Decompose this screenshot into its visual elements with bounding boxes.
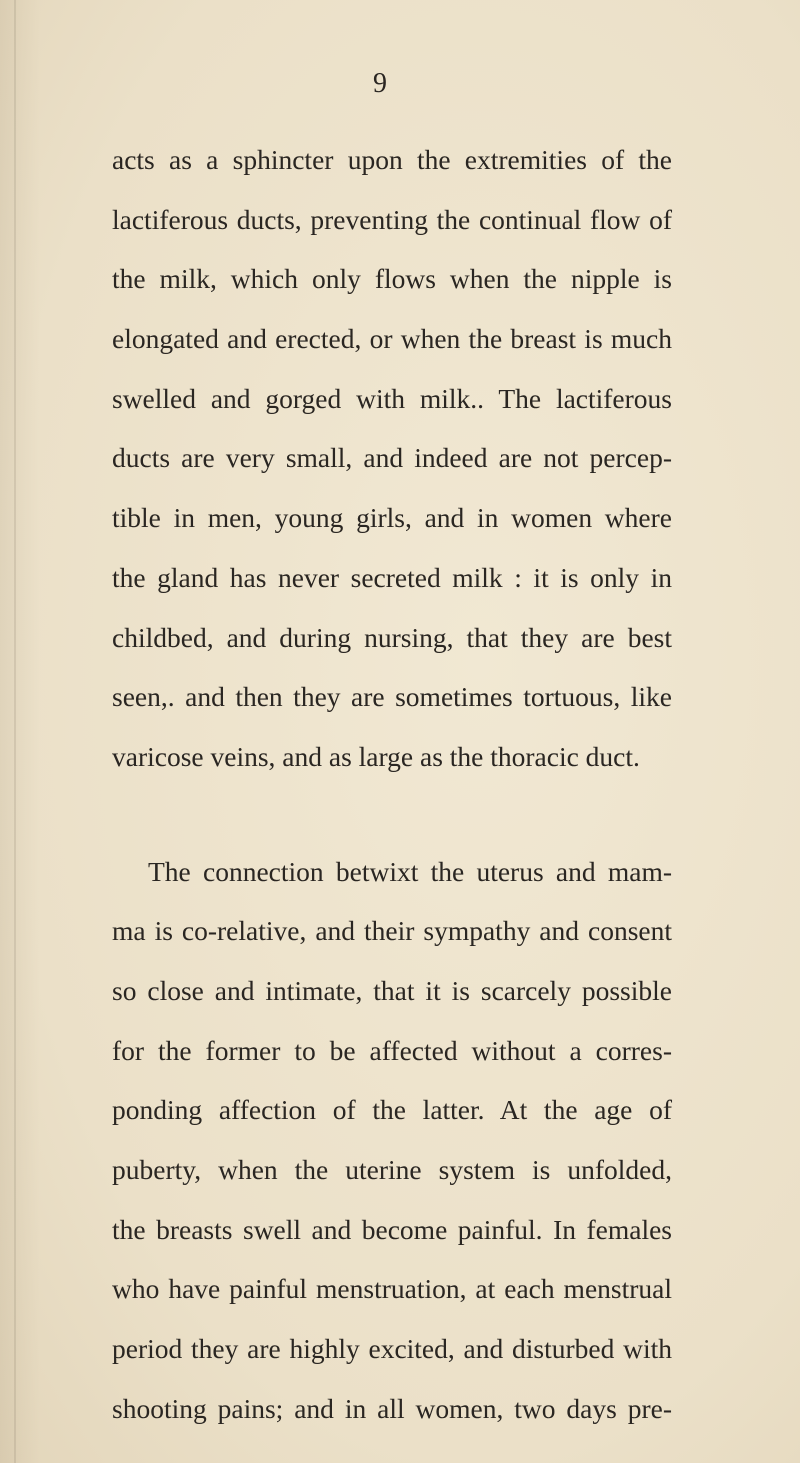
text-line: The connection betwixt the uterus and mam- bbox=[148, 855, 672, 887]
text-line: seen,. and then they are sometimes tortuous, like bbox=[112, 681, 672, 713]
text-line: elongated and erected, or when the breast is much bbox=[112, 323, 672, 355]
binding-shadow bbox=[14, 0, 16, 1463]
text-line: ma is co-relative, and their sympathy and consent bbox=[112, 915, 672, 947]
paragraph-1 bbox=[112, 130, 672, 787]
text-line: ponding affection of the latter. At the age of bbox=[112, 1094, 672, 1126]
text-line: for the former to be affected without a corres- bbox=[112, 1034, 672, 1066]
text-line: puberty, when the uterine system is unfolded, bbox=[112, 1154, 672, 1185]
text-line: swelled and gorged with milk.. The lactiferous bbox=[112, 382, 672, 414]
page-number: 9 bbox=[373, 68, 387, 99]
text-line: tible in men, young girls, and in women where bbox=[112, 502, 672, 534]
text-line: so close and intimate, that it is scarcely possible bbox=[112, 974, 672, 1006]
text-line: varicose veins, and as large as the thoracic duct. bbox=[112, 740, 640, 772]
text-line: childbed, and during nursing, that they are best bbox=[112, 621, 672, 653]
paragraph-gap bbox=[112, 787, 672, 842]
text-line: period they are highly excited, and disturbed with bbox=[112, 1333, 672, 1365]
text-line: shooting pains; and in all women, two days pre- bbox=[112, 1392, 672, 1424]
text-line: ducts are very small, and indeed are not percep- bbox=[112, 442, 672, 474]
text-line: the breasts swell and become painful. In females bbox=[112, 1213, 672, 1245]
text-line: who have painful menstruation, at each menstrual bbox=[112, 1273, 672, 1305]
text-line: the gland has never secreted milk : it is only in bbox=[112, 561, 672, 593]
text-line: acts as a sphincter upon the extremities of the bbox=[112, 144, 672, 175]
text-line: lactiferous ducts, preventing the continual flow of bbox=[112, 203, 672, 235]
paragraph-2 bbox=[112, 842, 672, 1439]
body-text bbox=[112, 130, 672, 1438]
text-line: the milk, which only flows when the nipple is bbox=[112, 263, 672, 295]
